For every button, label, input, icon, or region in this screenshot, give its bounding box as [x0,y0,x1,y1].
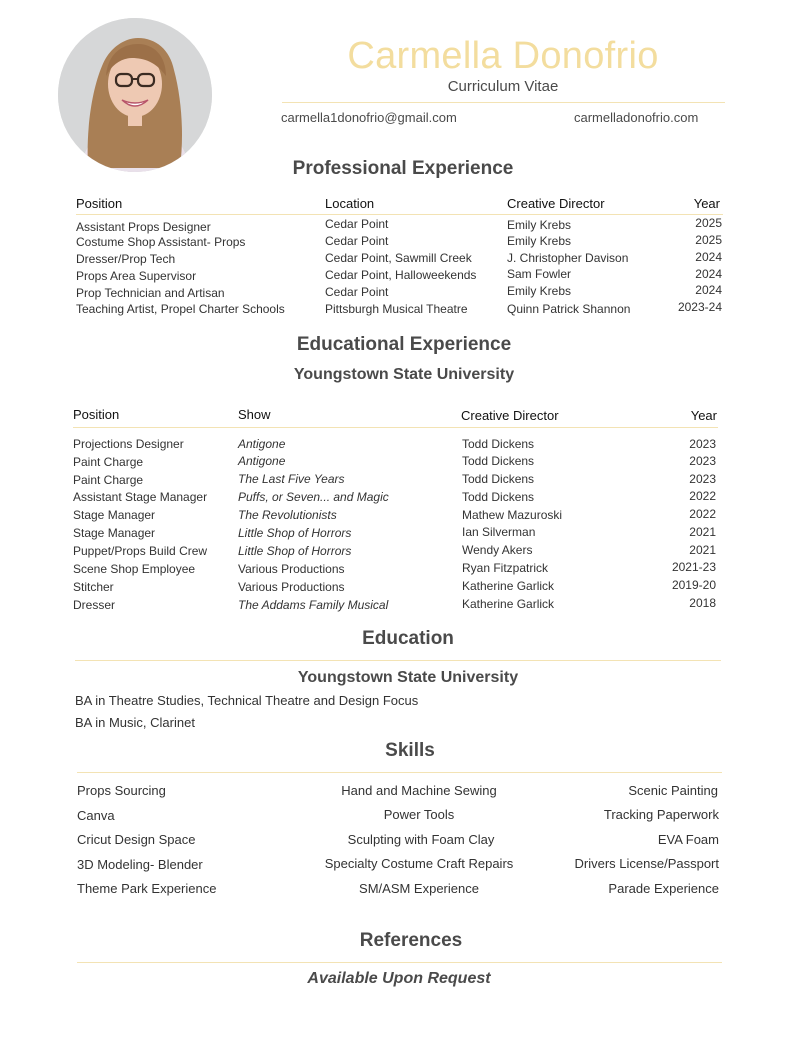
show-cell: Little Shop of Horrors [238,544,352,558]
skill-item: Props Sourcing [77,783,166,798]
column-header: Year [690,408,717,423]
column-header: Year [693,196,720,211]
table-header-divider [76,214,723,215]
document-subtitle: Curriculum Vitae [447,78,559,95]
show-cell: Various Productions [238,562,345,576]
email-link[interactable]: carmella1donofrio@gmail.com [281,110,457,125]
degree-item: BA in Theatre Studies, Technical Theatre and Design Focus [75,693,419,708]
profile-photo [58,18,212,172]
director-cell: Todd Dickens [462,454,535,468]
section-title-references: References [359,930,463,951]
section-title-education: Education [362,628,454,649]
position-cell: Teaching Artist, Propel Charter Schools [76,302,285,316]
section-divider [77,772,722,773]
header-divider [282,102,725,103]
education-school: Youngstown State University [297,669,519,686]
director-cell: Emily Krebs [507,218,572,232]
position-cell: Projections Designer [73,437,184,451]
location-cell: Pittsburgh Musical Theatre [325,302,468,316]
position-cell: Puppet/Props Build Crew [73,544,208,558]
show-cell: Little Shop of Horrors [238,526,352,540]
skill-item: Tracking Paperwork [603,807,719,822]
location-cell: Cedar Point, Halloweekends [325,268,477,282]
director-cell: Katherine Garlick [462,597,555,611]
director-cell: Todd Dickens [462,472,535,486]
director-cell: Wendy Akers [462,543,533,557]
skill-item: Sculpting with Foam Clay [347,832,495,847]
year-cell: 2018 [689,596,716,610]
skill-item: Hand and Machine Sewing [341,783,497,798]
director-cell: Mathew Mazuroski [462,508,563,522]
year-cell: 2021-23 [671,560,716,574]
year-cell: 2023 [689,437,716,451]
director-cell: Emily Krebs [507,284,572,298]
position-cell: Paint Charge [73,473,144,487]
position-cell: Stage Manager [73,508,156,522]
position-cell: Scene Shop Employee [73,562,196,576]
section-title-skills: Skills [385,740,435,761]
section-divider [75,660,721,661]
location-cell: Cedar Point, Sawmill Creek [325,251,472,265]
year-cell: 2021 [689,543,716,557]
position-cell: Stage Manager [73,526,156,540]
references-note: Available Upon Request [307,970,491,987]
show-cell: The Last Five Years [238,472,345,486]
candidate-name: Carmella Donofrio [347,35,659,77]
year-cell: 2025 [695,233,722,247]
column-header: Show [238,407,271,422]
section-title-professional: Professional Experience [292,158,514,179]
year-cell: 2022 [689,507,716,521]
show-cell: Puffs, or Seven... and Magic [238,490,389,504]
website-link[interactable]: carmelladonofrio.com [574,110,699,125]
director-cell: Emily Krebs [507,234,572,248]
column-header: Creative Director [461,408,559,423]
director-cell: Quinn Patrick Shannon [507,302,631,316]
show-cell: Antigone [238,437,286,451]
show-cell: The Addams Family Musical [238,598,389,612]
skill-item: Specialty Costume Craft Repairs [324,856,514,871]
section-divider [77,962,722,963]
year-cell: 2019-20 [671,578,716,592]
column-header: Position [73,407,120,422]
year-cell: 2025 [695,216,722,230]
year-cell: 2023 [689,472,716,486]
director-cell: Todd Dickens [462,490,535,504]
skill-item: Scenic Painting [628,783,718,798]
location-cell: Cedar Point [325,234,389,248]
director-cell: Ryan Fitzpatrick [462,561,549,575]
school-name: Youngstown State University [293,366,515,383]
position-cell: Assistant Stage Manager [73,490,208,504]
column-header: Creative Director [507,196,605,211]
skill-item: EVA Foam [657,832,719,847]
year-cell: 2023 [689,454,716,468]
year-cell: 2022 [689,489,716,503]
skill-item: Canva [77,808,115,823]
column-header: Location [325,196,375,211]
position-cell: Prop Technician and Artisan [76,286,225,300]
skill-item: Cricut Design Space [77,832,196,847]
year-cell: 2021 [689,525,716,539]
section-title-educational: Educational Experience [296,334,512,355]
year-cell: 2024 [695,250,722,264]
table-header-divider [73,427,718,428]
show-cell: Antigone [238,454,286,468]
location-cell: Cedar Point [325,217,389,231]
position-cell: Paint Charge [73,455,144,469]
position-cell: Costume Shop Assistant- Props [76,235,246,249]
location-cell: Cedar Point [325,285,389,299]
position-cell: Dresser [73,598,116,612]
position-cell: Props Area Supervisor [76,269,197,283]
degree-item: BA in Music, Clarinet [75,715,195,730]
skill-item: 3D Modeling- Blender [77,857,203,872]
skill-item: Drivers License/Passport [574,856,719,871]
skill-item: Parade Experience [608,881,719,896]
director-cell: Todd Dickens [462,437,535,451]
director-cell: Katherine Garlick [462,579,555,593]
column-header: Position [76,196,123,211]
director-cell: J. Christopher Davison [507,251,629,265]
show-cell: The Revolutionists [238,508,337,522]
year-cell: 2024 [695,267,722,281]
skill-item: Power Tools [383,807,455,822]
year-cell: 2023-24 [677,300,722,314]
position-cell: Assistant Props Designer [76,220,211,234]
year-cell: 2024 [695,283,722,297]
director-cell: Sam Fowler [507,267,572,281]
skill-item: SM/ASM Experience [359,881,479,896]
position-cell: Dresser/Prop Tech [76,252,176,266]
position-cell: Stitcher [73,580,114,594]
director-cell: Ian Silverman [462,525,536,539]
show-cell: Various Productions [238,580,345,594]
skill-item: Theme Park Experience [77,881,217,896]
